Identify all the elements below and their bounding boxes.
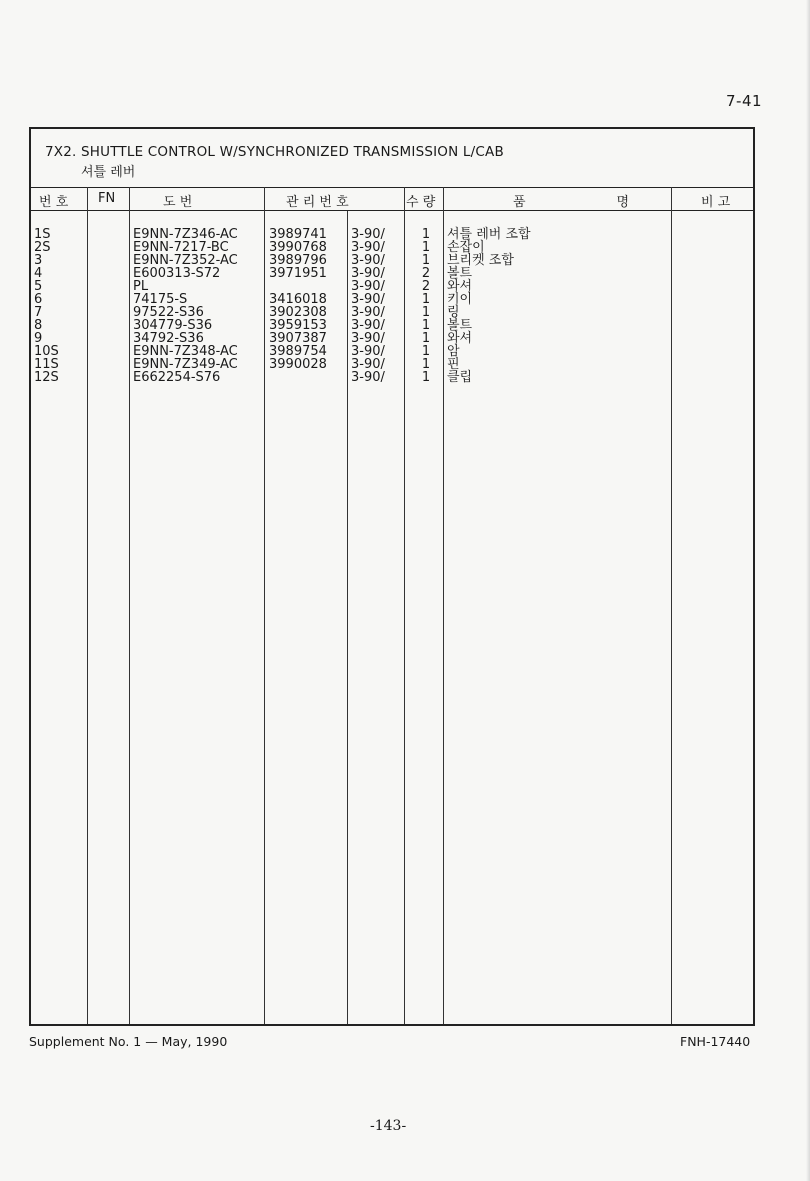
cell-qty: 1 — [421, 357, 431, 372]
header-remarks: 비 고 — [701, 195, 731, 210]
page-number-bottom: -143- — [370, 1118, 407, 1134]
cell-qty: 1 — [421, 318, 431, 333]
cell-date: 3-90/ — [351, 344, 385, 359]
divider-drawing-mgmt — [264, 187, 265, 1024]
cell-no: 3 — [34, 253, 43, 268]
divider-qty-name — [443, 187, 444, 1024]
cell-date: 3-90/ — [351, 292, 385, 307]
header-drawing-no: 도 번 — [163, 195, 193, 210]
column-date-code — [351, 228, 385, 384]
cell-part-name: 키이 — [447, 292, 473, 307]
divider-name-remarks — [671, 187, 672, 1024]
cell-drawing: E9NN-7217-BC — [133, 240, 229, 255]
parts-table-frame — [29, 127, 755, 1026]
cell-date: 3-90/ — [351, 318, 385, 333]
cell-mgmt — [269, 371, 327, 384]
cell-part-name: 손잡이 — [447, 240, 485, 255]
header-part-name: 품 명 — [513, 195, 630, 210]
title-area — [31, 129, 753, 187]
cell-mgmt: 3959153 — [269, 318, 327, 333]
cell-qty: 1 — [421, 331, 431, 346]
cell-drawing: 97522-S36 — [133, 305, 204, 320]
cell-qty: 2 — [421, 279, 431, 294]
cell-mgmt: 3416018 — [269, 292, 327, 307]
page-number-top: 7-41 — [726, 92, 763, 110]
cell-drawing: E9NN-7Z346-AC — [133, 227, 238, 242]
cell-qty: 1 — [421, 370, 431, 385]
column-qty — [416, 228, 436, 384]
divider-mgmt-date — [347, 211, 348, 1024]
footer-doc-code: FNH-17440 — [680, 1034, 751, 1049]
cell-mgmt: 3971951 — [269, 266, 327, 281]
cell-part-name: 암 — [447, 344, 460, 359]
page-edge-shadow — [806, 0, 810, 1181]
column-no — [34, 228, 59, 384]
cell-no: 6 — [34, 292, 43, 307]
header-no: 번 호 — [39, 195, 69, 210]
cell-mgmt: 3990768 — [269, 240, 327, 255]
column-part-name — [447, 228, 531, 384]
cell-no: 7 — [34, 305, 43, 320]
cell-part-name: 클립 — [447, 370, 473, 385]
cell-no: 2S — [34, 240, 51, 255]
cell-part-name: 브리켓 조합 — [447, 253, 514, 268]
cell-qty: 2 — [421, 266, 431, 281]
cell-date: 3-90/ — [351, 357, 385, 372]
cell-date: 3-90/ — [351, 253, 385, 268]
cell-part-name: 와셔 — [447, 331, 473, 346]
cell-drawing: E600313-S72 — [133, 266, 221, 281]
cell-part-name: 볼트 — [447, 266, 473, 281]
cell-date: 3-90/ — [351, 331, 385, 346]
cell-no: 5 — [34, 279, 43, 294]
cell-no: 8 — [34, 318, 43, 333]
cell-no: 11S — [34, 357, 59, 372]
cell-mgmt: 3989754 — [269, 344, 327, 359]
cell-qty: 1 — [421, 227, 431, 242]
cell-drawing: 304779-S36 — [133, 318, 213, 333]
cell-drawing: E9NN-7Z352-AC — [133, 253, 238, 268]
cell-mgmt: 3902308 — [269, 305, 327, 320]
cell-qty: 1 — [421, 292, 431, 307]
cell-mgmt: 3907387 — [269, 331, 327, 346]
divider-fn-drawing — [129, 187, 130, 1024]
cell-qty: 1 — [421, 305, 431, 320]
column-mgmt-no — [269, 228, 327, 384]
cell-drawing: E9NN-7Z349-AC — [133, 357, 238, 372]
cell-date: 3-90/ — [351, 305, 385, 320]
title-english: 7X2. SHUTTLE CONTROL W/SYNCHRONIZED TRANSMISSION L/CAB — [45, 144, 504, 160]
cell-date: 3-90/ — [351, 227, 385, 242]
cell-no: 9 — [34, 331, 43, 346]
cell-part-name: 링 — [447, 305, 460, 320]
title-korean: 셔틀 레버 — [81, 165, 136, 180]
cell-part-name: 볼트 — [447, 318, 473, 333]
cell-no: 1S — [34, 227, 51, 242]
cell-part-name: 와셔 — [447, 279, 473, 294]
cell-part-name: 셔틀 레버 조합 — [447, 227, 531, 242]
cell-qty: 1 — [421, 240, 431, 255]
cell-date: 3-90/ — [351, 279, 385, 294]
cell-no: 12S — [34, 370, 59, 385]
cell-qty: 1 — [421, 253, 431, 268]
header-fn: FN — [98, 191, 116, 206]
cell-date: 3-90/ — [351, 266, 385, 281]
cell-mgmt: 3989741 — [269, 227, 327, 242]
cell-drawing: E662254-S76 — [133, 370, 221, 385]
column-drawing-no — [133, 228, 238, 384]
divider-no-fn — [87, 187, 88, 1024]
cell-drawing: 74175-S — [133, 292, 188, 307]
cell-date: 3-90/ — [351, 370, 385, 385]
cell-mgmt: 3990028 — [269, 357, 327, 372]
cell-date: 3-90/ — [351, 240, 385, 255]
cell-qty: 1 — [421, 344, 431, 359]
cell-drawing: E9NN-7Z348-AC — [133, 344, 238, 359]
cell-mgmt: 3989796 — [269, 253, 327, 268]
cell-drawing: PL — [133, 279, 149, 294]
cell-part-name: 핀 — [447, 357, 460, 372]
divider-mgmt-qty — [404, 187, 405, 1024]
cell-drawing: 34792-S36 — [133, 331, 204, 346]
cell-no: 4 — [34, 266, 43, 281]
cell-no: 10S — [34, 344, 59, 359]
table-header-row — [31, 187, 753, 211]
footer-supplement: Supplement No. 1 — May, 1990 — [29, 1034, 228, 1049]
header-qty: 수 량 — [406, 195, 436, 210]
header-mgmt-no: 관 리 번 호 — [286, 195, 349, 210]
